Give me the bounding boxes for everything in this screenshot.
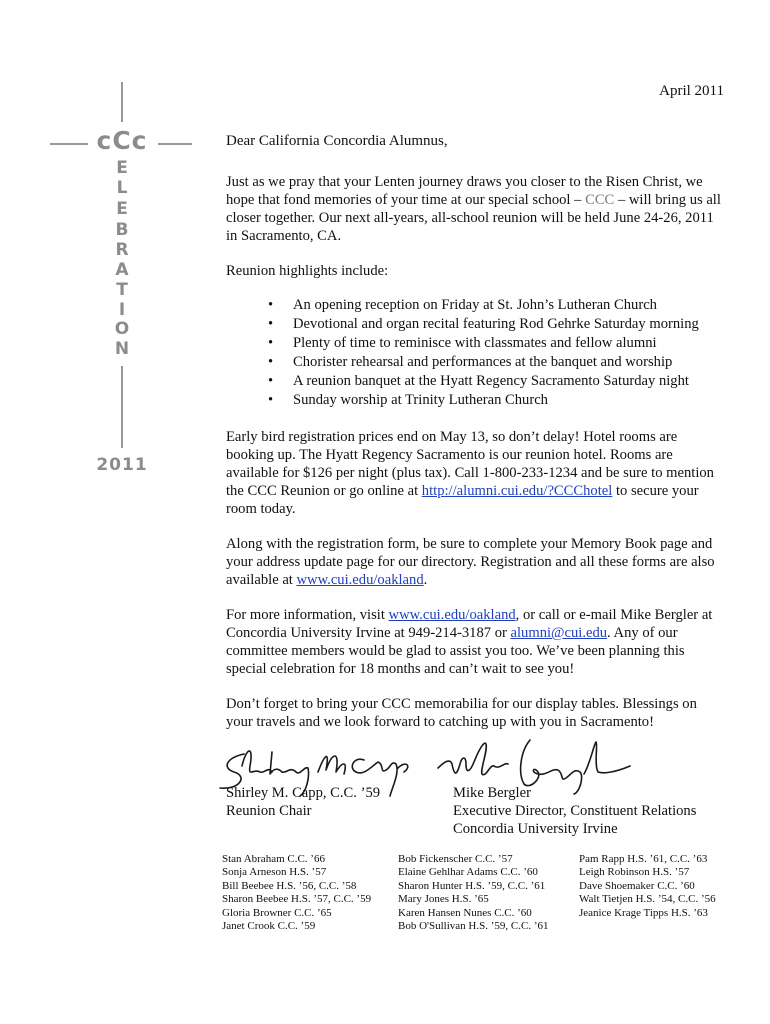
signer-right-org: Concordia University Irvine	[453, 821, 618, 837]
committee-member: Sonja Arneson H.S. ’57	[222, 866, 327, 879]
oakland-link-2[interactable]: www.cui.edu/oakland	[388, 607, 516, 623]
ccc-highlight: CCC	[585, 192, 615, 208]
committee-member: Walt Tietjen H.S. ’54, C.C. ’56	[579, 893, 716, 906]
committee-member: Mary Jones H.S. ’65	[398, 893, 489, 906]
logo-letter-o: O	[114, 319, 130, 339]
logo-year: 2011	[96, 455, 148, 475]
list-item: • Devotional and organ recital featuring Rod Gehrke Saturday morning	[268, 316, 699, 332]
bullet: •	[268, 297, 274, 313]
oakland-link[interactable]: www.cui.edu/oakland	[296, 572, 424, 588]
committee-column-3	[579, 853, 716, 920]
highlights-intro: Reunion highlights include:	[226, 263, 389, 279]
committee-member: Bob O'Sullivan H.S. ’59, C.C. ’61	[398, 919, 549, 932]
logo-left-rule	[50, 143, 88, 145]
highlights-list	[268, 296, 699, 410]
committee-member: Sharon Beebee H.S. ’57, C.C. ’59	[222, 893, 372, 906]
logo-letter-e1: E	[116, 158, 128, 178]
list-item: • A reunion banquet at the Hyatt Regency Sacramento Saturday night	[268, 373, 689, 389]
signer-left-name: Shirley M. Capp, C.C. ’59	[226, 785, 381, 801]
logo-letter-t: T	[116, 280, 128, 300]
committee-member: Sharon Hunter H.S. ’59, C.C. ’61	[398, 879, 546, 892]
alumni-email-link[interactable]: alumni@cui.edu	[510, 625, 608, 641]
memory-book-paragraph: Along with the registration form, be sure to complete your Memory Book page and your address update page for our directory. Registration and all these forms are also available at www.cui.edu/oakland.	[226, 536, 715, 588]
logo-letter-b: B	[115, 220, 129, 240]
salutation: Dear California Concordia Alumnus,	[226, 133, 448, 149]
info-paragraph: For more information, visit www.cui.edu/oakland, or call or e-mail Mike Bergler at Concordia University Irvine at 949-214-3187 or alumni@cui.edu. Any of our committee members would be glad to assist you too. We’ve been planning this special celebration for 18 months and can’t wait to see you!	[226, 607, 713, 677]
bullet: •	[268, 316, 274, 332]
committee-member: Stan Abraham C.C. ’66	[222, 853, 325, 865]
list-item: • Sunday worship at Trinity Lutheran Church	[268, 392, 548, 408]
logo-ccc: cCc	[96, 126, 148, 155]
hotel-link[interactable]: http://alumni.cui.edu/?CCChotel	[421, 483, 613, 499]
list-item: • Chorister rehearsal and performances at the banquet and worship	[268, 354, 673, 370]
committee-member: Jeanice Krage Tipps H.S. ’63	[579, 906, 708, 919]
registration-paragraph: Early bird registration prices end on May 13, so don’t delay! Hotel rooms are booking up. The Hyatt Regency Sacramento is our reunion hotel. Rooms are available for $126 per night (plus tax). Call 1-800-233-1234 and be sure to mention the CCC Reunion or go online at http://alumni.cui.edu/?CCChotel to secure your room today.	[226, 429, 714, 517]
logo-letter-e2: E	[116, 199, 128, 219]
signer-left-title: Reunion Chair	[226, 803, 312, 819]
logo-letter-a: A	[115, 260, 129, 280]
closing-paragraph: Don’t forget to bring your CCC memorabilia for our display tables. Blessings on your travels and we look forward to catching up with you in Sacramento!	[226, 696, 697, 730]
intro-paragraph: Just as we pray that your Lenten journey draws you closer to the Risen Christ, we hope that fond memories of your time at our special school – CCC – will bring us all closer together. Our next all-years, all-school reunion will be held June 24-26, 2011 in Sacramento, CA.	[226, 174, 721, 244]
letter-date: April 2011	[659, 83, 724, 99]
logo-bottom-rule	[121, 366, 123, 448]
signer-right-name: Mike Bergler	[453, 785, 531, 801]
committee-column-1	[222, 853, 371, 933]
committee-member: Pam Rapp H.S. ’61, C.C. ’63	[579, 853, 708, 865]
list-item: • Plenty of time to reminisce with classmates and fellow alumni	[268, 335, 657, 351]
committee-member: Bob Fickenscher C.C. ’57	[398, 853, 513, 865]
logo-right-rule	[158, 143, 192, 145]
committee-column-2	[398, 853, 549, 933]
logo-letter-l: L	[116, 178, 128, 198]
signer-right-title: Executive Director, Constituent Relations	[453, 803, 697, 819]
bullet: •	[268, 335, 274, 351]
bullet: •	[268, 392, 274, 408]
committee-member: Janet Crook C.C. ’59	[222, 919, 316, 932]
committee-member: Leigh Robinson H.S. ’57	[579, 866, 690, 879]
logo-top-rule	[121, 82, 123, 122]
logo-letter-n: N	[114, 339, 130, 359]
bullet: •	[268, 373, 274, 389]
logo-letter-r: R	[115, 240, 129, 260]
list-item: • An opening reception on Friday at St. John’s Lutheran Church	[268, 297, 657, 313]
committee-member: Dave Shoemaker C.C. ’60	[579, 879, 695, 892]
committee-member: Elaine Gehlhar Adams C.C. ’60	[398, 866, 538, 879]
bullet: •	[268, 354, 274, 370]
committee-member: Gloria Browner C.C. ’65	[222, 906, 332, 919]
committee-member: Karen Hansen Nunes C.C. ’60	[398, 906, 532, 919]
committee-member: Bill Beebee H.S. ’56, C.C. ’58	[222, 879, 357, 892]
logo-letter-i: I	[118, 300, 126, 320]
